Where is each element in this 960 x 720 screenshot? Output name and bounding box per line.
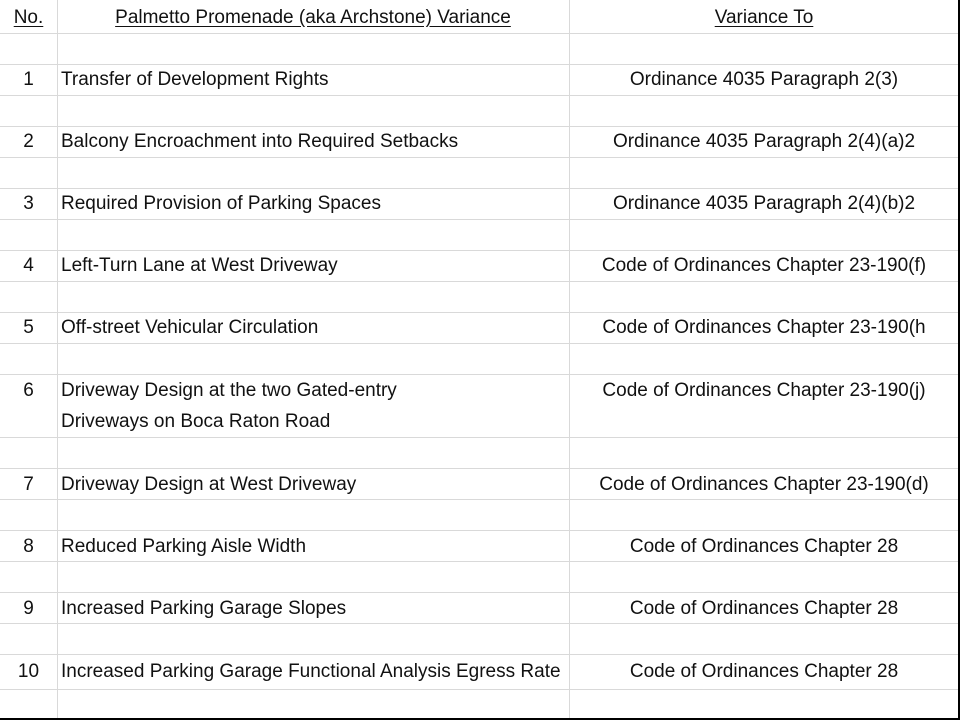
row-number: 2 bbox=[23, 131, 34, 152]
row-number: 4 bbox=[23, 255, 34, 276]
variance-to: Code of Ordinances Chapter 23-190(h bbox=[602, 317, 926, 338]
variance-to: Code of Ordinances Chapter 23-190(d) bbox=[599, 474, 929, 495]
row-number: 9 bbox=[23, 598, 34, 619]
row-divider bbox=[0, 281, 958, 282]
row-divider bbox=[0, 343, 958, 344]
row-divider bbox=[0, 689, 958, 690]
variance-name: Reduced Parking Aisle Width bbox=[61, 536, 307, 557]
variance-name: Left-Turn Lane at West Driveway bbox=[61, 255, 338, 276]
column-divider bbox=[57, 0, 58, 718]
variance-to: Ordinance 4035 Paragraph 2(4)(b)2 bbox=[612, 193, 916, 214]
variance-to: Code of Ordinances Chapter 23-190(f) bbox=[601, 255, 927, 276]
variance-name-continued: Driveways on Boca Raton Road bbox=[61, 411, 331, 432]
variance-to: Code of Ordinances Chapter 28 bbox=[629, 536, 899, 557]
row-divider bbox=[0, 437, 958, 438]
row-number: 8 bbox=[23, 536, 34, 557]
variance-name: Driveway Design at the two Gated-entry bbox=[61, 380, 397, 401]
variance-name: Driveway Design at West Driveway bbox=[61, 474, 357, 495]
row-number: 6 bbox=[23, 380, 34, 401]
variance-to: Code of Ordinances Chapter 28 bbox=[629, 598, 899, 619]
row-number: 1 bbox=[23, 69, 34, 90]
row-divider bbox=[0, 95, 958, 96]
variance-name: Off-street Vehicular Circulation bbox=[61, 317, 319, 338]
header-variance-to: Variance To bbox=[714, 7, 814, 28]
variance-to: Code of Ordinances Chapter 28 bbox=[629, 661, 899, 682]
row-number: 10 bbox=[17, 661, 40, 682]
row-number: 7 bbox=[23, 474, 34, 495]
variance-name: Transfer of Development Rights bbox=[61, 69, 329, 90]
row-number: 5 bbox=[23, 317, 34, 338]
variance-to: Code of Ordinances Chapter 23-190(j) bbox=[602, 380, 926, 401]
variance-name: Increased Parking Garage Functional Analysis Egress Rate bbox=[61, 661, 561, 682]
variance-name: Increased Parking Garage Slopes bbox=[61, 598, 347, 619]
row-divider bbox=[0, 157, 958, 158]
variance-name: Required Provision of Parking Spaces bbox=[61, 193, 382, 214]
header-variance: Palmetto Promenade (aka Archstone) Variance bbox=[115, 7, 511, 28]
variance-to: Ordinance 4035 Paragraph 2(3) bbox=[629, 69, 899, 90]
row-divider bbox=[0, 654, 958, 655]
variance-to: Ordinance 4035 Paragraph 2(4)(a)2 bbox=[612, 131, 916, 152]
row-number: 3 bbox=[23, 193, 34, 214]
row-divider bbox=[0, 33, 958, 34]
header-no: No. bbox=[13, 7, 44, 28]
row-divider bbox=[0, 219, 958, 220]
variance-name: Balcony Encroachment into Required Setbacks bbox=[61, 131, 459, 152]
